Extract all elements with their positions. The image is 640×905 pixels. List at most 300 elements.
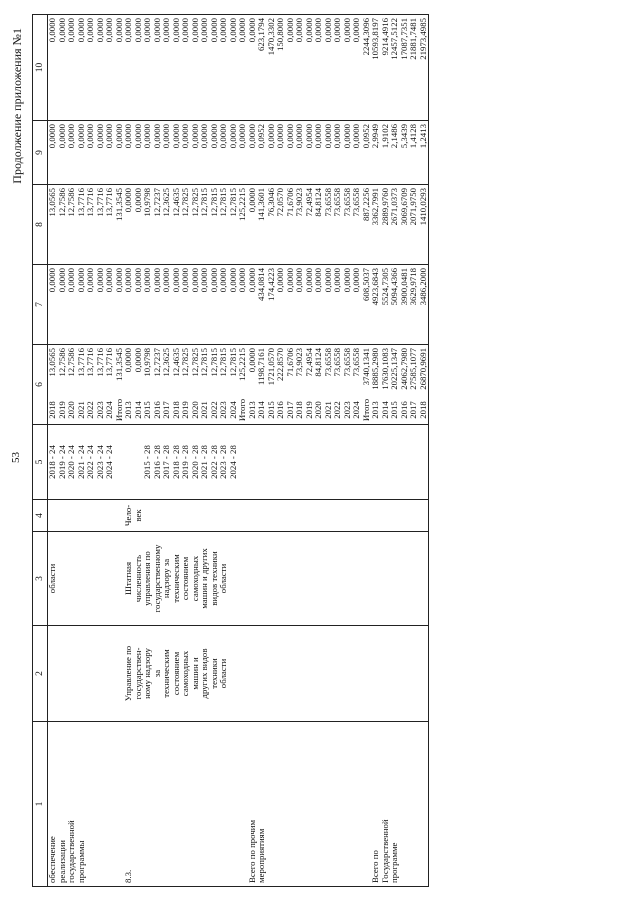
blank-line — [400, 532, 410, 625]
value-cell: 0,0000 — [275, 124, 285, 149]
year-cell: 2013 — [123, 401, 133, 419]
value-cell: 0,0000 — [322, 268, 333, 293]
blank-line — [371, 500, 381, 531]
year-cell: 2015 — [142, 401, 152, 419]
value-cell: 0,0000 — [322, 18, 333, 43]
value-cell: 72,4954 — [303, 188, 314, 217]
value-cell: 0,0000 — [313, 268, 323, 293]
value-cell: 13,7716 — [104, 188, 114, 217]
value-cell: 0,0000 — [151, 268, 162, 293]
value-cell: 73,6558 — [351, 188, 361, 217]
indicator-text: техническим — [170, 554, 181, 603]
value-cell: 434,0814 — [256, 268, 266, 301]
blank-line — [314, 626, 324, 721]
value-cell: 1721,0570 — [265, 348, 276, 386]
activity-text: мероприятиям — [256, 828, 266, 883]
value-cell: 21973,4985 — [417, 18, 428, 60]
blank-line — [324, 425, 334, 499]
value-cell: 13,7716 — [94, 348, 105, 377]
value-cell: 26870,9691 — [417, 348, 428, 390]
blank-line — [67, 532, 77, 625]
value-cell: 0,0000 — [123, 188, 133, 213]
page-title: Продолжение приложения №1 — [10, 28, 24, 184]
year-cell: Итого — [360, 398, 371, 422]
blank-line — [162, 722, 172, 886]
blank-line — [248, 626, 258, 721]
value-cell: 0,0000 — [66, 268, 76, 293]
blank-line — [96, 722, 106, 886]
blank-line — [248, 500, 258, 531]
value-cell: 1410,0293 — [417, 188, 428, 226]
blank-line — [305, 722, 315, 886]
value-cell: 18885,2980 — [370, 348, 380, 390]
col-header-2: 2 — [33, 626, 48, 722]
value-cell: 0,0000 — [332, 124, 342, 149]
blank-line — [48, 500, 58, 531]
blank-line — [381, 532, 391, 625]
value-cell: 0,0000 — [75, 124, 86, 149]
value-cell: 0,0000 — [75, 268, 86, 293]
value-cell: 174,4223 — [265, 268, 276, 301]
blank-line — [409, 500, 419, 531]
col-header-3: 3 — [33, 532, 48, 626]
period-value: 2022 - 28 — [208, 445, 219, 479]
year-cell: 2024 — [227, 401, 238, 419]
blank-line — [295, 500, 305, 531]
executor-text: государствен- — [132, 647, 143, 700]
year-cell: 2024 — [351, 401, 361, 419]
col-header-5: 5 — [33, 425, 48, 500]
blank-line — [409, 626, 419, 721]
value-cell: 0,0000 — [104, 18, 114, 43]
value-cell: 0,0000 — [294, 124, 304, 149]
cell-col-3 — [48, 532, 429, 626]
blank-line — [276, 500, 286, 531]
blank-line — [229, 626, 239, 721]
year-cell: 2018 — [417, 401, 428, 419]
value-cell: 150,8000 — [275, 18, 285, 51]
value-cell: 12,3625 — [161, 188, 171, 217]
value-cell: 13,0565 — [47, 188, 57, 217]
value-cell: 1,4128 — [408, 124, 418, 149]
period-value: 2024 - 24 — [104, 445, 114, 479]
blank-line — [267, 425, 277, 499]
period-value: 2020 - 28 — [189, 445, 200, 479]
blank-line — [305, 626, 315, 721]
indicator-text: численность — [132, 554, 143, 603]
period-value: 2017 - 28 — [161, 445, 171, 479]
blank-line — [333, 425, 343, 499]
body-row — [48, 15, 429, 887]
blank-line — [390, 500, 400, 531]
year-cell: 2018 — [47, 401, 57, 419]
year-cell: 2022 — [332, 401, 342, 419]
year-cell: 2020 — [189, 401, 200, 419]
col9-values — [48, 121, 428, 184]
col6-years — [48, 396, 428, 424]
col8-values — [48, 185, 428, 264]
blank-line — [314, 532, 324, 625]
value-cell: 0,0000 — [85, 268, 95, 293]
col-header-1: 1 — [33, 722, 48, 887]
blank-line — [390, 532, 400, 625]
executor-text: других видов — [199, 648, 209, 699]
blank-line — [400, 626, 410, 721]
value-cell: 0,0000 — [351, 124, 361, 149]
value-cell: 0,0000 — [75, 18, 86, 43]
blank-line — [134, 722, 144, 886]
value-cell: 0,0000 — [180, 18, 190, 43]
value-cell: 0,0952 — [256, 124, 266, 149]
period-value: 2019 - 24 — [56, 445, 67, 479]
year-cell: 2014 — [132, 401, 143, 419]
blank-line — [371, 626, 381, 721]
value-cell: 0,0000 — [66, 124, 76, 149]
activity-text: 8.3. — [123, 869, 133, 883]
year-cell: 2013 — [246, 401, 257, 419]
value-cell: 2,9949 — [370, 124, 380, 149]
value-cell: 0,0000 — [132, 124, 143, 149]
blank-line — [77, 532, 87, 625]
value-cell: 12,4635 — [170, 188, 181, 217]
value-cell: 0,0000 — [132, 18, 143, 43]
value-cell: 13,7716 — [94, 188, 105, 217]
value-cell: 0,0000 — [218, 268, 228, 293]
blank-line — [105, 500, 115, 531]
blank-line — [181, 500, 191, 531]
value-cell: 0,0000 — [237, 124, 247, 149]
blank-line — [105, 722, 115, 886]
value-cell: 2671,0373 — [389, 188, 399, 226]
value-cell: 0,0000 — [351, 268, 361, 293]
value-cell: 2,1486 — [389, 124, 399, 149]
year-cell: 2021 — [322, 401, 333, 419]
blank-line — [257, 500, 267, 531]
blank-line — [314, 500, 324, 531]
value-cell: 3629,9718 — [408, 268, 418, 306]
blank-line — [286, 425, 296, 499]
value-cell: 0,0000 — [341, 18, 352, 43]
blank-line — [305, 425, 315, 499]
value-cell: 12,7815 — [218, 348, 228, 377]
blank-line — [181, 722, 191, 886]
value-cell: 0,0000 — [227, 268, 238, 293]
blank-line — [352, 722, 362, 886]
blank-line — [191, 500, 201, 531]
blank-line — [58, 500, 68, 531]
value-cell: 0,0000 — [123, 348, 133, 373]
blank-line — [390, 425, 400, 499]
blank-line — [67, 500, 77, 531]
activity-text: государственной — [66, 820, 76, 883]
value-cell: 0,0000 — [142, 268, 152, 293]
program-table — [32, 14, 429, 887]
value-cell: 5094,4366 — [389, 268, 399, 306]
value-cell: 72,0570 — [275, 188, 285, 217]
value-cell: 0,0000 — [170, 124, 181, 149]
value-cell: 13,7716 — [75, 188, 86, 217]
blank-line — [172, 500, 182, 531]
blank-line — [409, 425, 419, 499]
blank-line — [276, 532, 286, 625]
blank-line — [229, 722, 239, 886]
value-cell: 0,0000 — [56, 18, 67, 43]
blank-line — [191, 722, 201, 886]
blank-line — [343, 532, 353, 625]
col-header-4: 4 — [33, 500, 48, 532]
value-cell: 0,0000 — [208, 18, 219, 43]
value-cell: 13,7716 — [85, 188, 95, 217]
indicator-text: государственному — [151, 544, 162, 613]
period-value: 2020 - 24 — [66, 445, 76, 479]
cell-col-7 — [48, 265, 429, 345]
value-cell: 0,0000 — [303, 18, 314, 43]
blank-line — [409, 532, 419, 625]
activity-text: программы — [75, 840, 86, 883]
value-cell: 0,0000 — [218, 124, 228, 149]
value-cell: 623,1794 — [256, 18, 266, 51]
indicator-text: машин и других — [199, 548, 209, 609]
value-cell: 0,0000 — [123, 268, 133, 293]
value-cell: 12,7815 — [227, 348, 238, 377]
col-header-6: 6 — [33, 345, 48, 425]
blank-line — [96, 500, 106, 531]
value-cell: 0,0000 — [275, 268, 285, 293]
value-cell: 12,7586 — [66, 188, 76, 217]
value-cell: 0,0000 — [199, 268, 209, 293]
blank-line — [238, 500, 248, 531]
blank-line — [352, 626, 362, 721]
year-cell: 2016 — [151, 401, 162, 419]
value-cell: 0,0000 — [294, 268, 304, 293]
value-cell: 0,0000 — [94, 124, 105, 149]
blank-line — [153, 500, 163, 531]
value-cell: 0,0000 — [132, 188, 143, 213]
period-value: 2018 - 24 — [47, 445, 57, 479]
value-cell: 24062,7980 — [398, 348, 409, 390]
blank-line — [400, 500, 410, 531]
value-cell: 2889,9760 — [379, 188, 390, 226]
col-header-7: 7 — [33, 265, 48, 345]
value-cell: 0,0000 — [94, 18, 105, 43]
value-cell: 13,7716 — [85, 348, 95, 377]
value-cell: 0,0000 — [189, 18, 200, 43]
blank-line — [257, 532, 267, 625]
blank-line — [124, 425, 134, 499]
unit-text: Чело- — [123, 504, 133, 527]
blank-line — [267, 722, 277, 886]
value-cell: 0,0000 — [265, 124, 276, 149]
blank-line — [371, 532, 381, 625]
blank-line — [248, 425, 258, 499]
value-cell: 0,0000 — [284, 268, 295, 293]
value-cell: 0,0000 — [113, 268, 124, 293]
blank-line — [267, 500, 277, 531]
indicator-text: самоходных — [189, 555, 200, 602]
col3-content — [48, 532, 428, 625]
value-cell: 3362,7991 — [370, 188, 380, 226]
value-cell: 12,7586 — [66, 348, 76, 377]
col4-content — [48, 500, 428, 531]
blank-line — [219, 500, 229, 531]
col10-values — [48, 15, 428, 120]
value-cell: 12,7586 — [56, 348, 67, 377]
value-cell: 0,0000 — [294, 18, 304, 43]
value-cell: 5,3439 — [398, 124, 409, 149]
blank-line — [267, 626, 277, 721]
blank-line — [276, 722, 286, 886]
value-cell: 17630,1083 — [379, 348, 390, 390]
year-cell: 2019 — [303, 401, 314, 419]
value-cell: 0,0000 — [85, 124, 95, 149]
year-cell: Итого — [237, 398, 247, 422]
value-cell: 13,7716 — [104, 348, 114, 377]
value-cell: 1198,7161 — [256, 348, 266, 386]
year-cell: 2018 — [170, 401, 181, 419]
executor-text: состоянием — [170, 651, 181, 696]
value-cell: 3900,0481 — [398, 268, 409, 306]
year-cell: 2022 — [208, 401, 219, 419]
indicator-text: области — [218, 563, 228, 594]
blank-line — [286, 626, 296, 721]
value-cell: 0,0000 — [227, 124, 238, 149]
period-value: 2022 - 24 — [85, 445, 95, 479]
blank-line — [305, 500, 315, 531]
value-cell: 0,0000 — [56, 124, 67, 149]
value-cell: 12,7815 — [218, 188, 228, 217]
activity-text: Всего по — [370, 850, 380, 883]
blank-line — [58, 532, 68, 625]
blank-line — [276, 425, 286, 499]
value-cell: 73,6558 — [332, 348, 342, 377]
cell-col-6 — [48, 345, 429, 425]
blank-line — [238, 626, 248, 721]
value-cell: 125,2215 — [237, 348, 247, 381]
year-cell: 2023 — [341, 401, 352, 419]
blank-line — [257, 626, 267, 721]
value-cell: 131,3545 — [113, 348, 124, 381]
blank-line — [371, 425, 381, 499]
value-cell: 0,0000 — [113, 18, 124, 43]
period-value: 2018 - 28 — [170, 445, 181, 479]
blank-line — [333, 500, 343, 531]
blank-line — [381, 425, 391, 499]
col6-values — [48, 345, 428, 396]
blank-line — [276, 626, 286, 721]
year-cell: 2017 — [408, 401, 418, 419]
value-cell: 0,0000 — [199, 18, 209, 43]
blank-line — [77, 500, 87, 531]
year-cell: 2021 — [199, 401, 209, 419]
blank-line — [172, 722, 182, 886]
value-cell: 12457,5122 — [389, 18, 399, 60]
blank-line — [115, 722, 125, 886]
value-cell: 73,6558 — [351, 348, 361, 377]
value-cell: 71,6706 — [284, 348, 295, 377]
value-cell: 887,2256 — [360, 188, 371, 221]
year-cell: 2015 — [389, 401, 399, 419]
blank-line — [219, 722, 229, 886]
value-cell: 0,0000 — [47, 268, 57, 293]
value-cell: 2244,3096 — [360, 18, 371, 56]
value-cell: 12,4635 — [170, 348, 181, 377]
value-cell: 0,0000 — [66, 18, 76, 43]
value-cell: 0,0000 — [284, 18, 295, 43]
value-cell: 0,0000 — [170, 268, 181, 293]
value-cell: 0,0000 — [218, 18, 228, 43]
executor-text: техники — [208, 658, 219, 689]
value-cell: 608,5037 — [360, 268, 371, 301]
blank-line — [419, 500, 429, 531]
value-cell: 0,0000 — [161, 268, 171, 293]
value-cell: 0,0000 — [322, 124, 333, 149]
executor-text: области — [218, 658, 228, 689]
activity-text: Всего по прочим — [246, 819, 257, 883]
col-header-8: 8 — [33, 185, 48, 265]
value-cell: 17087,7351 — [398, 18, 409, 60]
col1-content — [48, 722, 428, 886]
blank-line — [267, 532, 277, 625]
blank-line — [400, 425, 410, 499]
value-cell: 2071,9750 — [408, 188, 418, 226]
value-cell: 73,6558 — [322, 188, 333, 217]
executor-text: за — [151, 669, 162, 678]
cell-col-5 — [48, 425, 429, 500]
blank-line — [333, 532, 343, 625]
value-cell: 0,0000 — [104, 124, 114, 149]
blank-line — [96, 626, 106, 721]
value-cell: 73,6558 — [332, 188, 342, 217]
blank-line — [362, 425, 372, 499]
value-cell: 12,7815 — [208, 348, 219, 377]
value-cell: 0,0000 — [341, 268, 352, 293]
blank-line — [419, 532, 429, 625]
value-cell: 0,0000 — [341, 124, 352, 149]
value-cell: 0,0952 — [360, 124, 371, 149]
year-cell: 2015 — [265, 401, 276, 419]
blank-line — [314, 425, 324, 499]
value-cell: 13,7716 — [75, 348, 86, 377]
value-cell: 12,7825 — [180, 348, 190, 377]
value-cell: 27585,1077 — [408, 348, 418, 390]
blank-line — [67, 626, 77, 721]
blank-line — [419, 425, 429, 499]
value-cell: 73,6558 — [341, 348, 352, 377]
year-cell: 2024 — [104, 401, 114, 419]
col-header-9: 9 — [33, 121, 48, 185]
blank-line — [409, 722, 419, 886]
value-cell: 73,6558 — [341, 188, 352, 217]
value-cell: 12,7825 — [189, 188, 200, 217]
period-value: 2021 - 28 — [199, 445, 209, 479]
executor-text: ному надзору — [142, 648, 152, 699]
value-cell: 0,0000 — [237, 18, 247, 43]
year-cell: 2013 — [370, 401, 380, 419]
executor-text: Управление по — [123, 645, 133, 702]
col-header-10: 10 — [33, 15, 48, 121]
value-cell: 10,9798 — [142, 348, 152, 377]
blank-line — [257, 425, 267, 499]
blank-line — [343, 500, 353, 531]
blank-line — [352, 425, 362, 499]
value-cell: 0,0000 — [189, 124, 200, 149]
value-cell: 0,0000 — [123, 18, 133, 43]
value-cell: 0,0000 — [303, 124, 314, 149]
value-cell: 73,6558 — [322, 348, 333, 377]
value-cell: 12,7825 — [189, 348, 200, 377]
value-cell: 0,0000 — [161, 124, 171, 149]
value-cell: 1,2413 — [417, 124, 428, 149]
